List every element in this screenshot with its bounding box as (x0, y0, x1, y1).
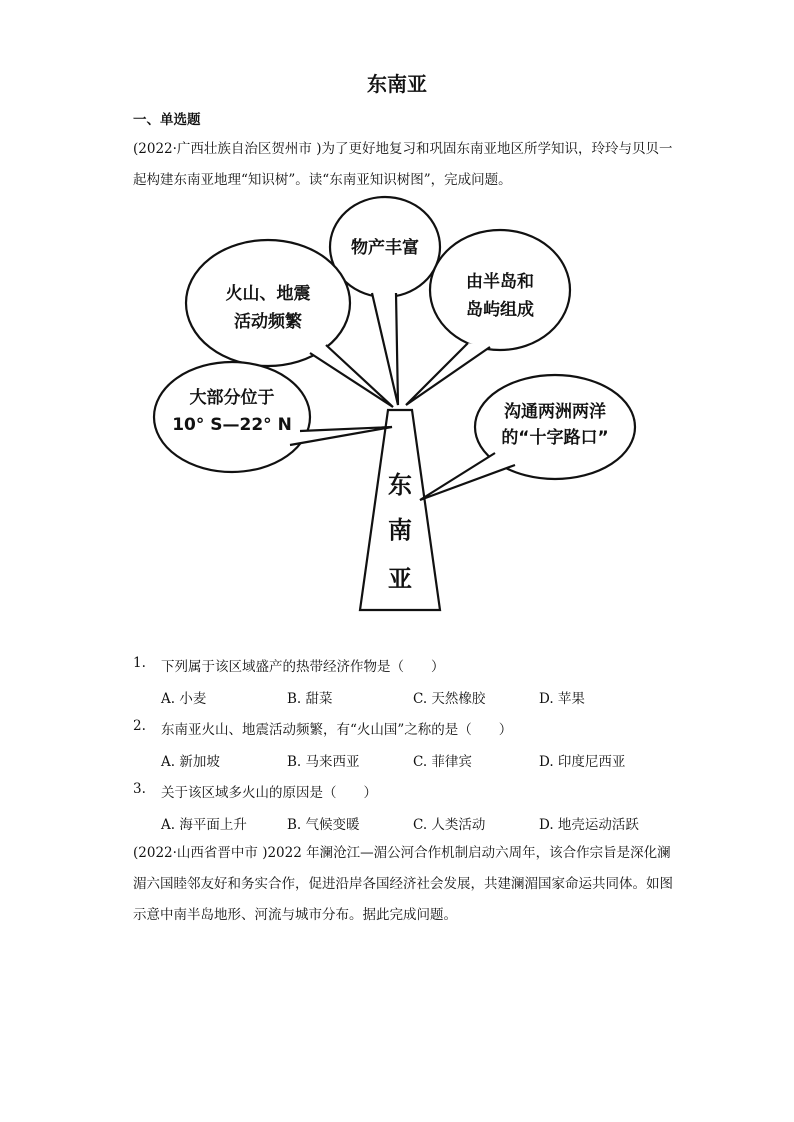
bubble-lower-left-line-1: 大部分位于 (189, 388, 275, 408)
bubble-upper-right-line-1: 由半岛和 (466, 272, 534, 292)
bubble-upper-left-line-1: 火山、地震 (225, 284, 311, 304)
question-number: 2. (133, 718, 146, 734)
bubble-lower-right-line-1: 沟通两洲两洋 (504, 402, 606, 422)
question-number: 1. (133, 655, 146, 671)
option-b[interactable]: B. 甜菜 (287, 691, 333, 707)
question-number: 3. (133, 781, 146, 797)
knowledge-tree-diagram (150, 195, 650, 620)
option-c[interactable]: C. 菲律宾 (413, 754, 472, 770)
option-b[interactable]: B. 气候变暖 (287, 817, 360, 833)
passage-2: (2022·山西省晋中市 )2022 年澜沧江—湄公河合作机制启动六周年，该合作宗旨是深化澜湄六国睦邻友好和务实合作，促进沿岸各国经济社会发展，共建澜湄国家命运共同体。如图示意中南半岛地形、河流与城市分布。据此完成问题。 (133, 845, 673, 923)
option-a[interactable]: A. 海平面上升 (161, 817, 247, 833)
bubble-lower-right-line-2: 的“十字路口” (501, 428, 609, 448)
bubble-top-line-1: 物产丰富 (351, 238, 419, 258)
page-title: 东南亚 (367, 72, 427, 96)
question-stem: 下列属于该区域盛产的热带经济作物是（ ） (161, 659, 445, 675)
bubble-upper-left-line-2: 活动频繁 (234, 312, 302, 332)
bubble-lower-left-line-2: 10° S—22° N (172, 415, 292, 435)
option-d[interactable]: D. 地壳运动活跃 (539, 817, 639, 833)
question-stem: 东南亚火山、地震活动频繁，有“火山国”之称的是（ ） (161, 722, 513, 738)
section-heading: 一、单选题 (133, 112, 201, 128)
trunk-char-3: 亚 (388, 565, 412, 593)
trunk-char-1: 东 (388, 471, 412, 499)
bubble-upper-right-line-2: 岛屿组成 (466, 300, 534, 320)
option-d[interactable]: D. 印度尼西亚 (539, 754, 626, 770)
option-b[interactable]: B. 马来西亚 (287, 754, 360, 770)
option-a[interactable]: A. 新加坡 (161, 754, 220, 770)
question-stem: 关于该区域多火山的原因是（ ） (161, 785, 377, 801)
option-c[interactable]: C. 天然橡胶 (413, 691, 486, 707)
passage-1: (2022·广西壮族自治区贺州市 )为了更好地复习和巩固东南亚地区所学知识，玲玲与贝贝一起构建东南亚地理“知识树”。读“东南亚知识树图”，完成问题。 (133, 141, 673, 188)
option-c[interactable]: C. 人类活动 (413, 817, 486, 833)
option-a[interactable]: A. 小麦 (161, 691, 207, 707)
trunk-char-2: 南 (388, 516, 412, 544)
option-d[interactable]: D. 苹果 (539, 691, 585, 707)
